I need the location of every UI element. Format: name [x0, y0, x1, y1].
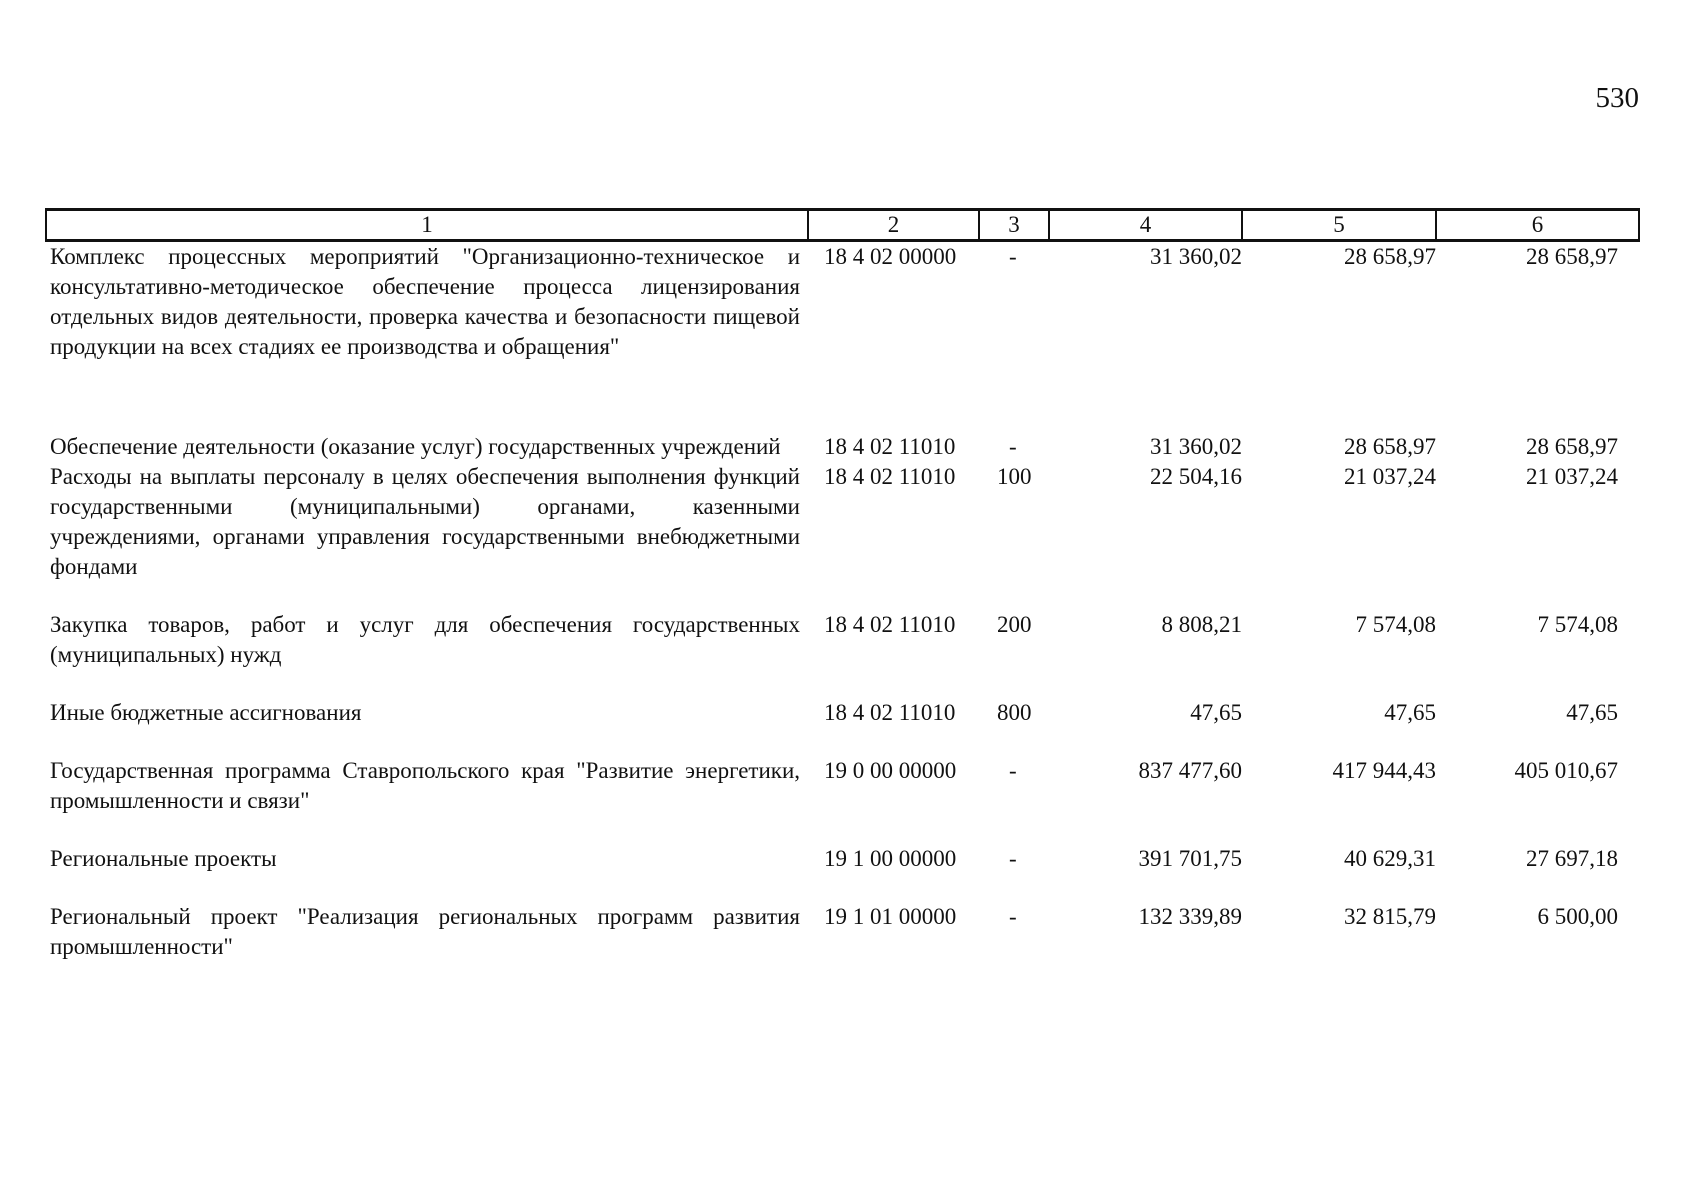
row-value-5: 32 815,79 [1344, 904, 1436, 929]
row-name: Региональные проекты [50, 846, 277, 871]
row-value-4: 837 477,60 [1138, 758, 1242, 783]
column-header-6: 6 [1436, 210, 1639, 241]
page-number: 530 [1595, 82, 1639, 114]
row-value-6: 28 658,97 [1526, 434, 1618, 459]
column-header-5: 5 [1242, 210, 1436, 241]
row-expense-type: 800 [997, 700, 1032, 725]
table-row [46, 874, 1639, 962]
table-row [46, 728, 1639, 816]
row-value-5: 417 944,43 [1332, 758, 1436, 783]
row-expense-type: - [1009, 846, 1017, 871]
row-code: 19 0 00 00000 [824, 758, 957, 783]
row-code: 18 4 02 11010 [824, 464, 956, 489]
table-row [46, 816, 1639, 874]
table-row [46, 462, 1639, 582]
row-value-6: 6 500,00 [1537, 904, 1618, 929]
row-value-6: 27 697,18 [1526, 846, 1618, 871]
row-value-5: 47,65 [1384, 700, 1436, 725]
row-value-4: 31 360,02 [1150, 434, 1242, 459]
row-expense-type: 200 [997, 612, 1032, 637]
row-code: 18 4 02 11010 [824, 700, 956, 725]
row-value-6: 21 037,24 [1526, 464, 1618, 489]
row-expense-type: - [1009, 434, 1017, 459]
row-expense-type: - [1009, 758, 1017, 783]
column-header-3: 3 [979, 210, 1049, 241]
row-expense-type: - [1009, 244, 1017, 269]
row-value-6: 405 010,67 [1514, 758, 1618, 783]
row-expense-type: - [1009, 904, 1017, 929]
column-header-1: 1 [46, 210, 808, 241]
row-name: Государственная программа Ставропольского края "Развитие энергетики, промышленности и связи" [50, 758, 800, 813]
row-code: 18 4 02 00000 [824, 244, 957, 269]
column-header-4: 4 [1049, 210, 1242, 241]
row-code: 18 4 02 11010 [824, 612, 956, 637]
row-value-4: 132 339,89 [1138, 904, 1242, 929]
budget-table [45, 208, 1640, 962]
row-code: 19 1 00 00000 [824, 846, 957, 871]
row-value-4: 22 504,16 [1150, 464, 1242, 489]
row-value-4: 31 360,02 [1150, 244, 1242, 269]
row-code: 19 1 01 00000 [824, 904, 957, 929]
table-row [46, 670, 1639, 728]
row-value-5: 28 658,97 [1344, 244, 1436, 269]
row-code: 18 4 02 11010 [824, 434, 956, 459]
table-row [46, 362, 1639, 462]
table-row [46, 241, 1639, 363]
row-name: Обеспечение деятельности (оказание услуг) государственных учреждений [50, 434, 781, 459]
row-value-6: 47,65 [1566, 700, 1618, 725]
column-header-2: 2 [808, 210, 979, 241]
row-value-4: 391 701,75 [1138, 846, 1242, 871]
row-name: Региональный проект "Реализация региональных программ развития промышленности" [50, 904, 800, 959]
row-value-4: 47,65 [1190, 700, 1242, 725]
row-value-5: 40 629,31 [1344, 846, 1436, 871]
row-value-4: 8 808,21 [1161, 612, 1242, 637]
row-name: Комплекс процессных мероприятий "Организационно-техническое и консультативно-методическое обеспечение процесса лицензирования отдельных видов деятельности, проверка качества и безопасности пищевой продукции на всех стадиях ее производства и обращения" [50, 244, 800, 359]
table-header-row [46, 210, 1639, 241]
row-name: Закупка товаров, работ и услуг для обеспечения государственных (муниципальных) нужд [50, 612, 800, 667]
row-value-5: 28 658,97 [1344, 434, 1436, 459]
row-expense-type: 100 [997, 464, 1032, 489]
row-value-6: 7 574,08 [1537, 612, 1618, 637]
row-value-6: 28 658,97 [1526, 244, 1618, 269]
row-name: Расходы на выплаты персоналу в целях обеспечения выполнения функций государственными (муниципальными) органами, казенными учреждениями, органами управления государственными внебюджетными фондами [50, 464, 800, 579]
row-value-5: 21 037,24 [1344, 464, 1436, 489]
row-name: Иные бюджетные ассигнования [50, 700, 362, 725]
row-value-5: 7 574,08 [1355, 612, 1436, 637]
table-row [46, 582, 1639, 670]
